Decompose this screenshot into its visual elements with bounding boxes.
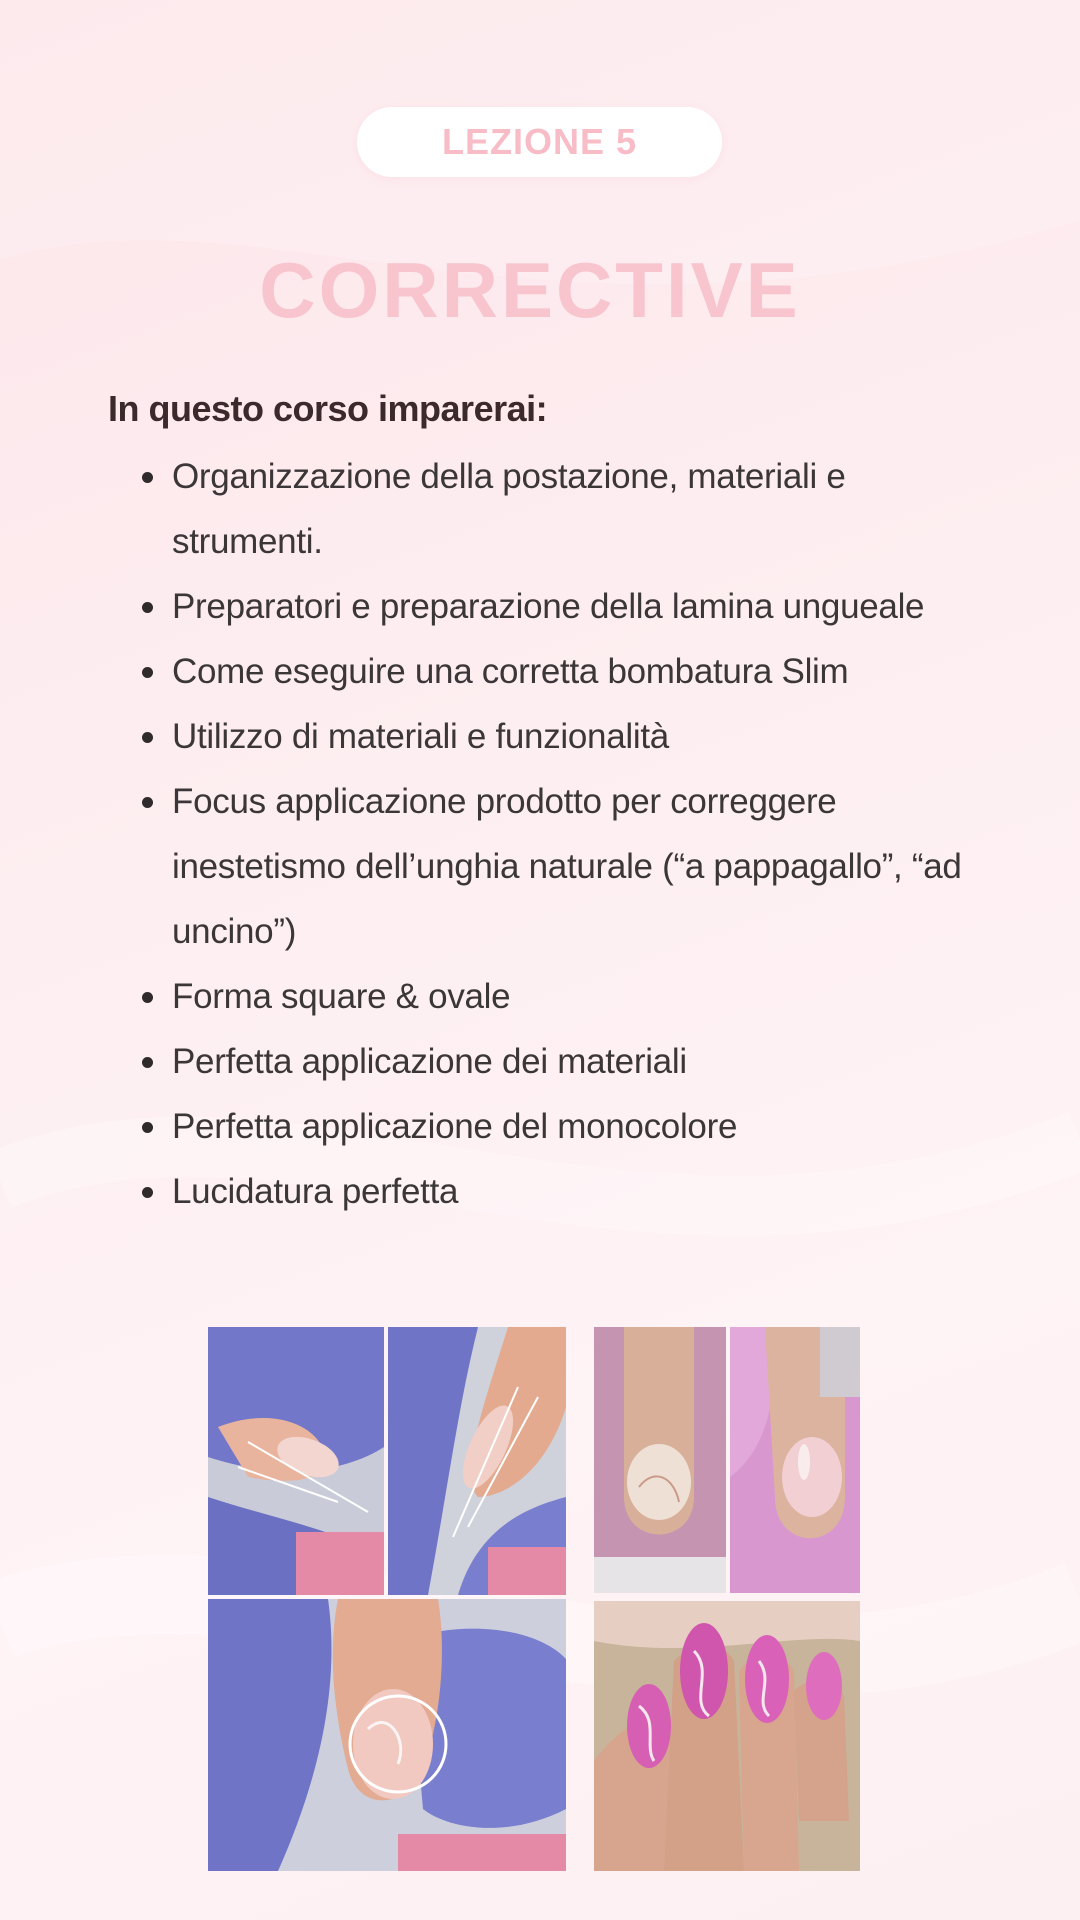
photo-nail-after [730, 1327, 860, 1593]
photo-glove-nail-lines-2 [388, 1327, 566, 1595]
list-item: Preparatori e preparazione della lamina ungueale [138, 574, 998, 639]
lesson-title: CORRECTIVE [259, 246, 801, 334]
list-item: Come eseguire una corretta bombatura Slim [138, 639, 998, 704]
list-item: Perfetta applicazione del monocolore [138, 1094, 998, 1159]
photo-pink-nails-result [594, 1601, 860, 1871]
course-topics-list [138, 444, 998, 1224]
list-item: Utilizzo di materiali e funzionalità [138, 704, 998, 769]
course-intro-heading: In questo corso imparerai: [108, 388, 548, 429]
nail-photo-gallery [208, 1327, 860, 1871]
list-item: Forma square & ovale [138, 964, 998, 1029]
lesson-badge: LEZIONE 5 [357, 107, 722, 177]
list-item: Lucidatura perfetta [138, 1159, 998, 1224]
photo-nail-before [594, 1327, 726, 1593]
list-item: Perfetta applicazione dei materiali [138, 1029, 998, 1094]
list-item: Focus applicazione prodotto per correggere inestetismo dell’unghia naturale (“a pappagallo”, “ad uncino”) [138, 769, 998, 964]
photo-glove-nail-circle [208, 1599, 566, 1871]
list-item: Organizzazione della postazione, materiali e strumenti. [138, 444, 998, 574]
photo-glove-nail-lines-1 [208, 1327, 384, 1595]
